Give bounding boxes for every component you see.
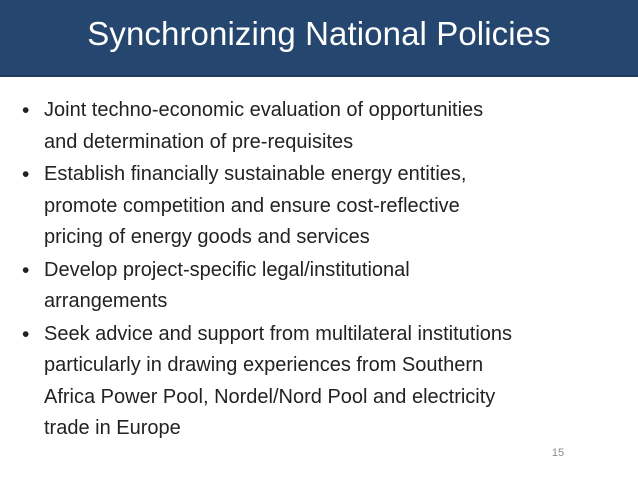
bullet-icon: • [22,99,30,122]
bullet-icon: • [22,322,30,346]
bullet-text: Seek advice and support from multilateral institutions particularly in drawing experiences from Southern Africa Power Pool, Nordel/Nord Pool and electricity trade in Europe [44,322,513,439]
bullet-text: Establish financially sustainable energy entities, promote competition and ensure cost-reflective pricing of energy goods and services [44,163,467,248]
slide-title: Synchronizing National Policies [87,15,551,52]
title-bar [0,0,638,77]
page-number: 15 [551,447,565,459]
bullet-text: Joint techno-economic evaluation of opportunities and determination of pre-requisites [44,99,484,153]
bullet-item [22,159,607,254]
bullet-item [22,95,607,158]
bullet-icon: • [22,163,30,186]
bullet-text: Develop project-specific legal/institutional arrangements [44,258,410,312]
bullet-list [22,95,607,446]
bullet-item [22,319,607,445]
bullet-item [22,255,607,318]
bullet-icon: • [22,258,30,282]
